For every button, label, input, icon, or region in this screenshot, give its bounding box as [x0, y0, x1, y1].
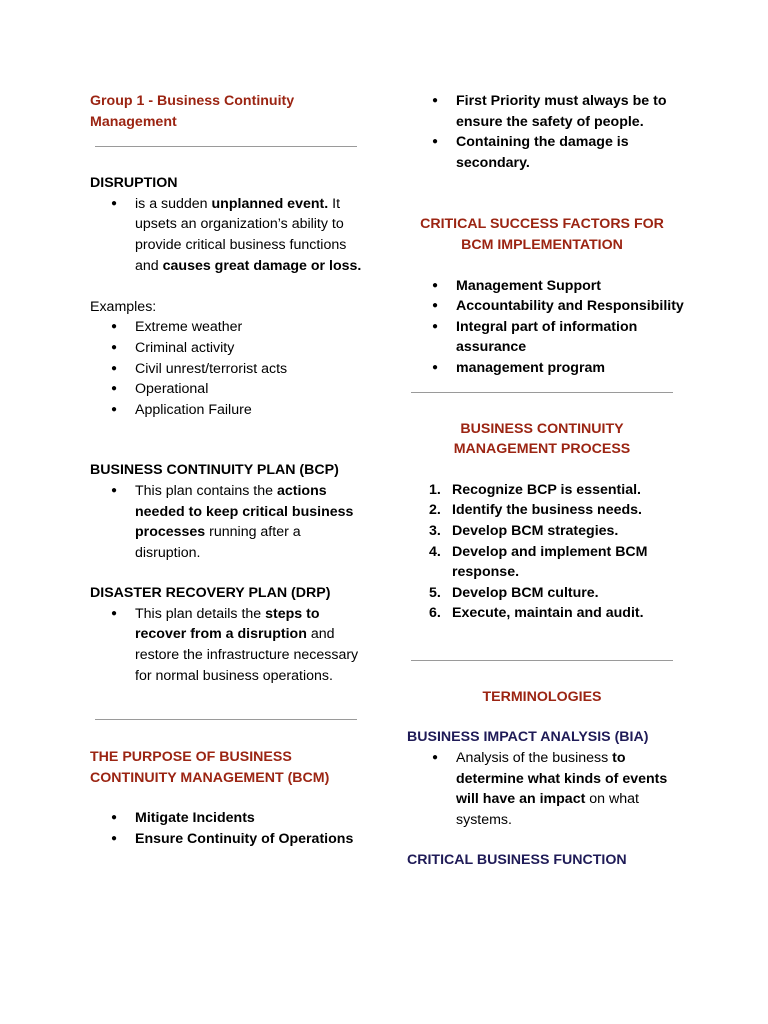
list-item: 5. Develop BCM culture. [429, 584, 599, 601]
list-item: ● management program [411, 358, 686, 379]
list-item: ● This plan details the steps to recover from a disruption and restore the infrastructure necessary for normal business operations. [90, 604, 370, 686]
list-item: ● This plan contains the actions needed to keep critical business processes running after a disruption. [90, 481, 370, 563]
list-item: ● Operational [90, 379, 370, 400]
list-item: ● Containing the damage is secondary. [411, 132, 686, 173]
right-column [407, 91, 686, 871]
bia-heading: BUSINESS IMPACT ANALYSIS (BIA) [407, 729, 649, 746]
list-item: ● First Priority must always be to ensure the safety of people. [411, 91, 686, 132]
list-item: ● Accountability and Responsibility [411, 296, 686, 317]
drp-list [90, 604, 370, 686]
list-item: 2. Identify the business needs. [429, 502, 643, 519]
list-item: ● Civil unrest/terrorist acts [90, 359, 370, 380]
bcp-list [90, 481, 370, 563]
cbf-heading: CRITICAL BUSINESS FUNCTION [407, 852, 627, 869]
list-item: ● Analysis of the business to determine what kinds of events will have an impact on what systems. [411, 748, 686, 830]
list-item: ● Application Failure [90, 400, 370, 421]
divider [411, 660, 673, 661]
purpose-list [90, 808, 370, 849]
list-item: ● Extreme weather [90, 317, 370, 338]
list-item: ● Criminal activity [90, 338, 370, 359]
divider [95, 719, 357, 720]
document-title: Group 1 - Business Continuity Management [90, 93, 295, 130]
list-item: ● Mitigate Incidents [90, 808, 370, 829]
purpose-heading: THE PURPOSE OF BUSINESS CONTINUITY MANAGEMENT (BCM) [90, 749, 330, 786]
examples-label: Examples: [90, 298, 157, 315]
divider [95, 146, 357, 147]
list-item: 1. Recognize BCP is essential. [429, 481, 641, 498]
csf-heading: CRITICAL SUCCESS FACTORS FOR BCM IMPLEMENTATION [420, 216, 664, 253]
list-item: ● Integral part of information assurance [411, 317, 686, 358]
list-item: 6. Execute, maintain and audit. [429, 605, 644, 622]
process-heading: BUSINESS CONTINUITY MANAGEMENT PROCESS [453, 420, 631, 458]
disruption-list [90, 194, 370, 276]
list-item: 4. Develop and implement BCM response. [429, 543, 648, 581]
left-column [90, 91, 370, 850]
examples-list [90, 317, 370, 420]
process-list [411, 480, 686, 624]
list-item: 3. Develop BCM strategies. [429, 522, 619, 539]
list-item: ● Management Support [411, 276, 686, 297]
priority-list [411, 91, 686, 173]
list-item: ● is a sudden unplanned event. It upsets an organization’s ability to provide critical business functions and causes great damage or loss. [90, 194, 370, 276]
list-item: ● Ensure Continuity of Operations [90, 829, 370, 850]
bia-list [411, 748, 686, 830]
csf-list [411, 276, 686, 379]
terminologies-heading: TERMINOLOGIES [482, 688, 602, 705]
divider [411, 392, 673, 393]
drp-heading: DISASTER RECOVERY PLAN (DRP) [90, 585, 331, 602]
disruption-heading: DISRUPTION [90, 175, 178, 192]
bcp-heading: BUSINESS CONTINUITY PLAN (BCP) [90, 462, 339, 479]
